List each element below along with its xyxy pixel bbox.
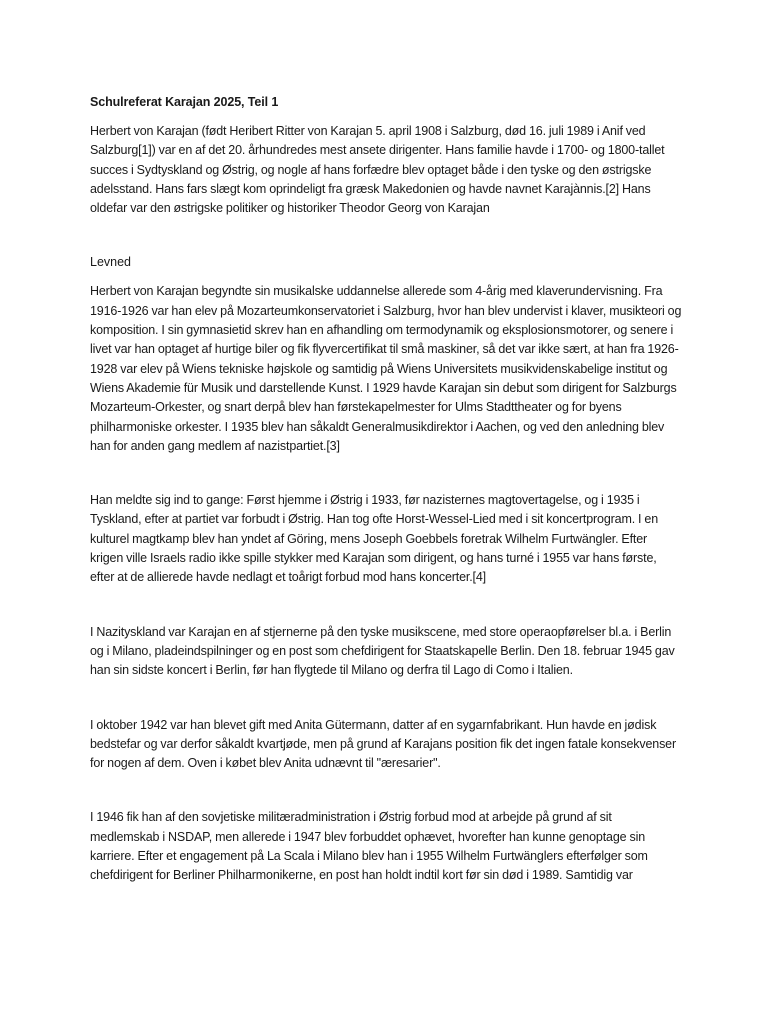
- body-paragraph: I oktober 1942 var han blevet gift med Anita Gütermann, datter af en sygarnfabrikant. Hun havde en jødisk bedstefar og var derfor såkaldt kvartjøde, men på grund af Karajans position fik det ingen fatale konsekvenser for nogen af dem. Oven i købet blev Anita udnævnt til "æresarier".: [90, 717, 676, 771]
- paragraph-spacer: [90, 681, 682, 716]
- paragraph-spacer: [90, 272, 682, 282]
- paragraph-spacer: [90, 773, 682, 808]
- body-paragraph: Herbert von Karajan begyndte sin musikalske uddannelse allerede som 4-årig med klaverundervisning. Fra 1916-1926 var han elev på Mozarteumkonservatoriet i Salzburg, hvor han blev undervist i klaver, musikteori og komposition. I sin gymnasietid skrev han en afhandling om termodynamik og eksplosionsmotorer, og senere i livet var han optaget af hurtige biler og fik flyvercertifikat til små maskiner, så det var ikke sært, at han fra 1926-1928 var elev på Wiens tekniske højskole og samtidig på Wiens Universitets musikvidenskabelige institut og Wiens Akademie für Musik und darstellende Kunst. I 1929 havde Karajan sin debut som dirigent for Salzburgs Mozarteum-Orkester, og snart derpå blev han førstekapelmester for Ulms Stadttheater og for byens philharmoniske orkester. I 1935 blev han såkaldt Generalmusikdirektor i Aachen, og ved den anledning blev han for anden gang medlem af nazistpartiet.[3]: [90, 284, 682, 453]
- document-page: [90, 93, 682, 886]
- body-paragraph: I Nazityskland var Karajan en af stjernerne på den tyske musikscene, med store operaopførelser bl.a. i Berlin og i Milano, pladeindspilninger og en post som chefdirigent for Staatskapelle Berlin. Den 18. februar 1945 gav han sin sidste koncert i Berlin, før han flygtede til Milano og derfra til Lago di Como i Italien.: [90, 624, 675, 678]
- paragraph-spacer: [90, 456, 682, 491]
- section-heading: Levned: [90, 255, 132, 270]
- document-title: Schulreferat Karajan 2025, Teil 1: [90, 95, 279, 109]
- paragraph-spacer: [90, 218, 682, 253]
- body-paragraph: I 1946 fik han af den sovjetiske militæradministration i Østrig forbud mod at arbejde på grund af sit medlemskab i NSDAP, men allerede i 1947 blev forbuddet ophævet, hvorefter han kunne genoptage sin karriere. Efter et engagement på La Scala i Milano blev han i 1955 Wilhelm Furtwänglers efterfølger som chefdirigent for Berliner Philharmonikerne, en post han holdt indtil kort før sin død i 1989. Samtidig var: [90, 810, 648, 883]
- body-paragraph: Han meldte sig ind to gange: Først hjemme i Østrig i 1933, før nazisternes magtovertagelse, og i 1935 i Tyskland, efter at partiet var forbudt i Østrig. Han tog ofte Horst-Wessel-Lied med i sit koncertprogram. I en kulturel magtkamp blev han yndet af Göring, mens Joseph Goebbels foretrak Wilhelm Furtwängler. Efter krigen ville Israels radio ikke spille stykker med Karajan som dirigent, og hans turné i 1955 var hans første, efter at de allierede havde nedlagt et toårigt forbud mod hans koncerter.[4]: [90, 493, 659, 585]
- intro-paragraph: Herbert von Karajan (født Heribert Ritter von Karajan 5. april 1908 i Salzburg, død 16. juli 1989 i Anif ved Salzburg[1]) var en af det 20. århundredes mest ansete dirigenter. Hans familie havde i 1700- og 1800-tallet succes i Sydtyskland og Østrig, og nogle af hans forfædre blev optaget både i den tyske og den østrigske adelsstand. Hans fars slægt kom oprindeligt fra græsk Makedonien og havde navnet Karajànnis.[2] Hans oldefar var den østrigske politiker og historiker Theodor Georg von Karajan: [90, 124, 665, 216]
- paragraph-spacer: [90, 588, 682, 623]
